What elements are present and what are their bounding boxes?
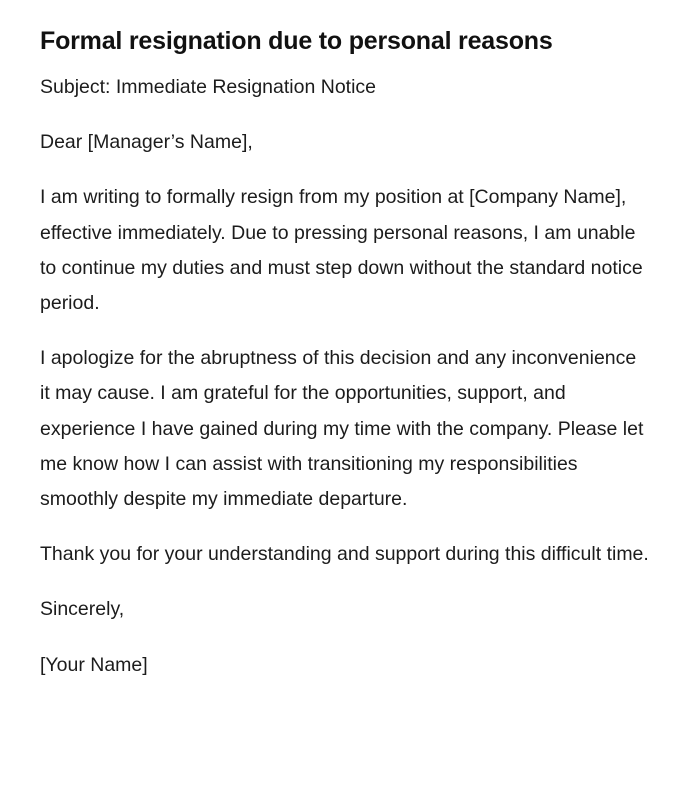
body-paragraph-1: I am writing to formally resign from my position at [Company Name], effective immediately. Due to pressing personal reasons, I am unable to continue my duties and must step down without the standard notice period. [40,186,643,315]
document-title: Formal resignation due to personal reasons [40,27,553,55]
body-paragraph-3: Thank you for your understanding and support during this difficult time. [40,543,649,566]
body-paragraph-2: I apologize for the abruptness of this decision and any inconvenience it may cause. I am grateful for the opportunities, support, and experience I have gained during my time with the company. Please let me know how I can assist with transitioning my responsibilities smoothly despite my immediate departure. [40,347,644,511]
signature-placeholder: [Your Name] [40,653,148,676]
subject-line: Subject: Immediate Resignation Notice [40,76,377,98]
closing: Sincerely, [40,598,125,621]
letter-document [40,24,650,703]
salutation: Dear [Manager’s Name], [40,131,253,154]
